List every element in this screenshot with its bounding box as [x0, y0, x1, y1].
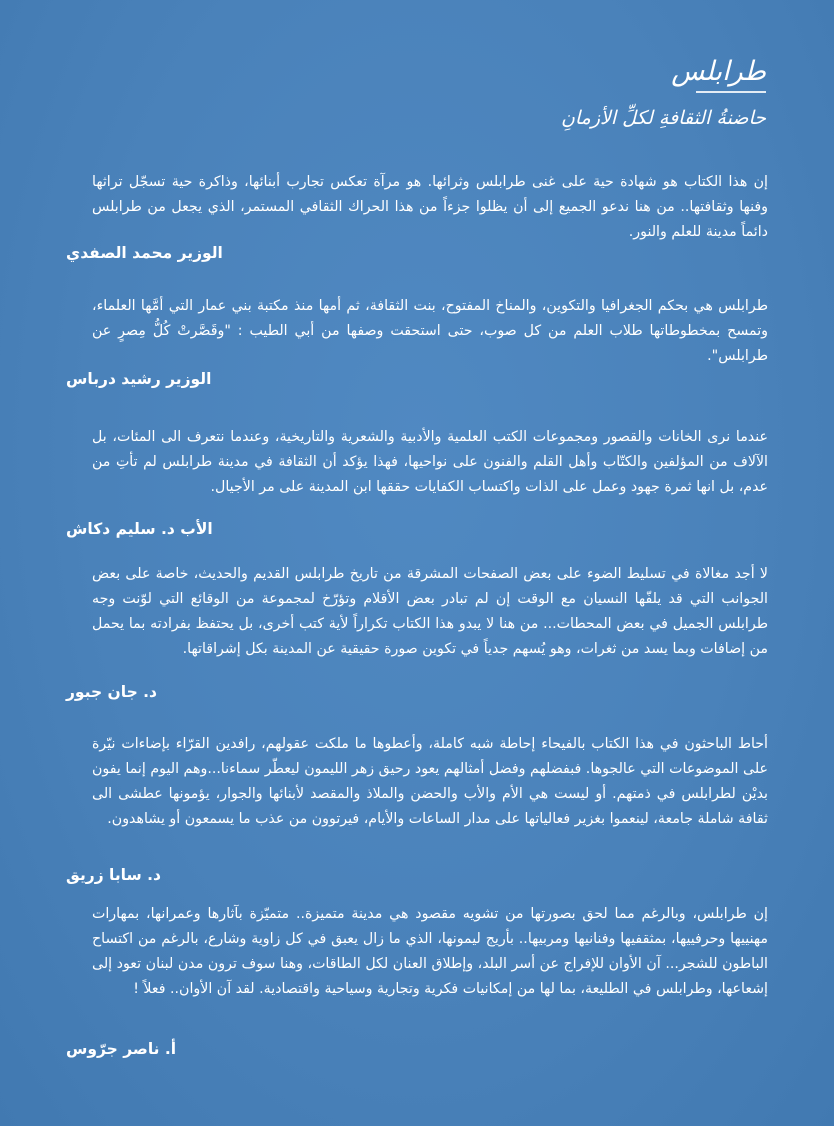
quote-text: إن طرابلس، وبالرغم مما لحق بصورتها من تشويه مقصود هي مدينة متميزة.. متميّزة بآثارها وعمرانها، بمهارات مهنييها وحرفييها، بمثقفيها وفنانيها ومربيها.. بأريج ليمونها، الذي ما زال يعبق في كل زاوية وشارع، بالرغم من اكتساح الباطون للشجر... آن الأوان للإفراج عن أسر البلد، وإطلاق العنان لكل الطاقات، وهنا سوف ترون مدن لبنان تعود إلى إشعاعها، وطرابلس في الطليعة، بما لها من إمكانيات فكرية وتجارية وسياحية واقتصادية. لقد آن الأوان.. فعلاً ! [92, 906, 768, 997]
quote-section-1 [92, 170, 768, 245]
quote-section-5 [92, 732, 768, 832]
page-subtitle: حاضنةُ الثقافةِ لكلِّ الأزمانِ [560, 107, 766, 129]
quote-text: طرابلس هي بحكم الجغرافيا والتكوين، والمناخ المفتوح، بنت الثقافة، ثم أمها منذ مكتبة بني عمار التي أمَّها العلماء، وتمسح بمخطوطاتها طلاب العلم من كل صوب، حتى استحقت وصفها من أبي الطيب : "وقَصَّرتْ كُلُّ مِصرٍ عن طرابلس". [92, 298, 768, 364]
quote-section-3 [92, 425, 768, 500]
quote-section-4 [92, 562, 768, 662]
quote-text: لا أجد مغالاة في تسليط الضوء على بعض الصفحات المشرقة من تاريخ طرابلس القديم والحديث، خاصة على بعض الجوانب التي قد يلفّها النسيان مع الوقت إن لم تبادر بعض الأقلام وتؤرّخ لمجموعة من الوقائع التي لوّنت وجه طرابلس الجميل في بعض المحطات... من هنا لا يبدو هذا الكتاب تكراراً لأية كتب أخرى، بل يحتفظ بفرادته بما يحمل من إضافات وبما يسد من ثغرات، وهو يُسهم جدياً في تكوين صورة حقيقية عن المدينة بكل إشراقاتها. [92, 566, 768, 657]
page-header [561, 58, 766, 129]
title-underline [696, 91, 766, 93]
quote-section-2 [92, 294, 768, 369]
quote-author: د. جان جبور [66, 683, 157, 701]
quote-author: الوزير محمد الصفدي [66, 244, 223, 262]
quote-text: إن هذا الكتاب هو شهادة حية على غنى طرابلس وثرائها. هو مرآة تعكس تجارب أبنائها، وذاكرة حية تسجّل تراثها وفنها وثقافتها.. من هنا ندعو الجميع إلى أن يظلوا جزءاً من هذا الحراك الثقافي المستمر، الذي يجعل من طرابلس دائماً مدينة للعلم والنور. [92, 174, 768, 240]
quote-author: أ. ناصر جرّوس [66, 1040, 177, 1058]
quote-text: عندما نرى الخانات والقصور ومجموعات الكتب العلمية والأدبية والشعرية والتاريخية، وعندما نتعرف الى المئات، بل الآلاف من المؤلفين والكتّاب وأهل القلم والفنون على نواحيها، فهذا يؤكد أن الثقافة في مدينة طرابلس لم تأتِ من عدم، بل انها ثمرة جهود وعمل على الذات واكتساب الكفايات حققها ابن المدينة على مر الأجيال. [92, 429, 768, 495]
quote-text: أحاط الباحثون في هذا الكتاب بالفيحاء إحاطة شبه كاملة، وأعطوها ما ملكت عقولهم، رافدين القرّاء بإضاءات نيّرة على الموضوعات التي عالجوها. فبفضلهم وفضل أمثالهم يعود رحيق زهر الليمون ليعطّر سماءنا...وهم اليوم إنما يفون بديْن لطرابلس في ذمتهم. أو ليست هي الأم والأب والحضن والملاذ والمقصد لأبنائها والجوار، يؤمونها عطشى الى ثقافة شاملة جامعة، لينعموا بغزير فعالياتها على مدار الساعات والأيام، فيرتوون من عذب ما يسمعون أو يشاهدون. [92, 736, 768, 827]
quote-author: الوزير رشيد درباس [66, 370, 212, 388]
page-title: طرابلس [671, 56, 766, 87]
quote-author: الأب د. سليم دكاش [66, 520, 213, 538]
quote-section-6 [92, 902, 768, 1002]
quote-author: د. سابا زريق [66, 866, 161, 884]
